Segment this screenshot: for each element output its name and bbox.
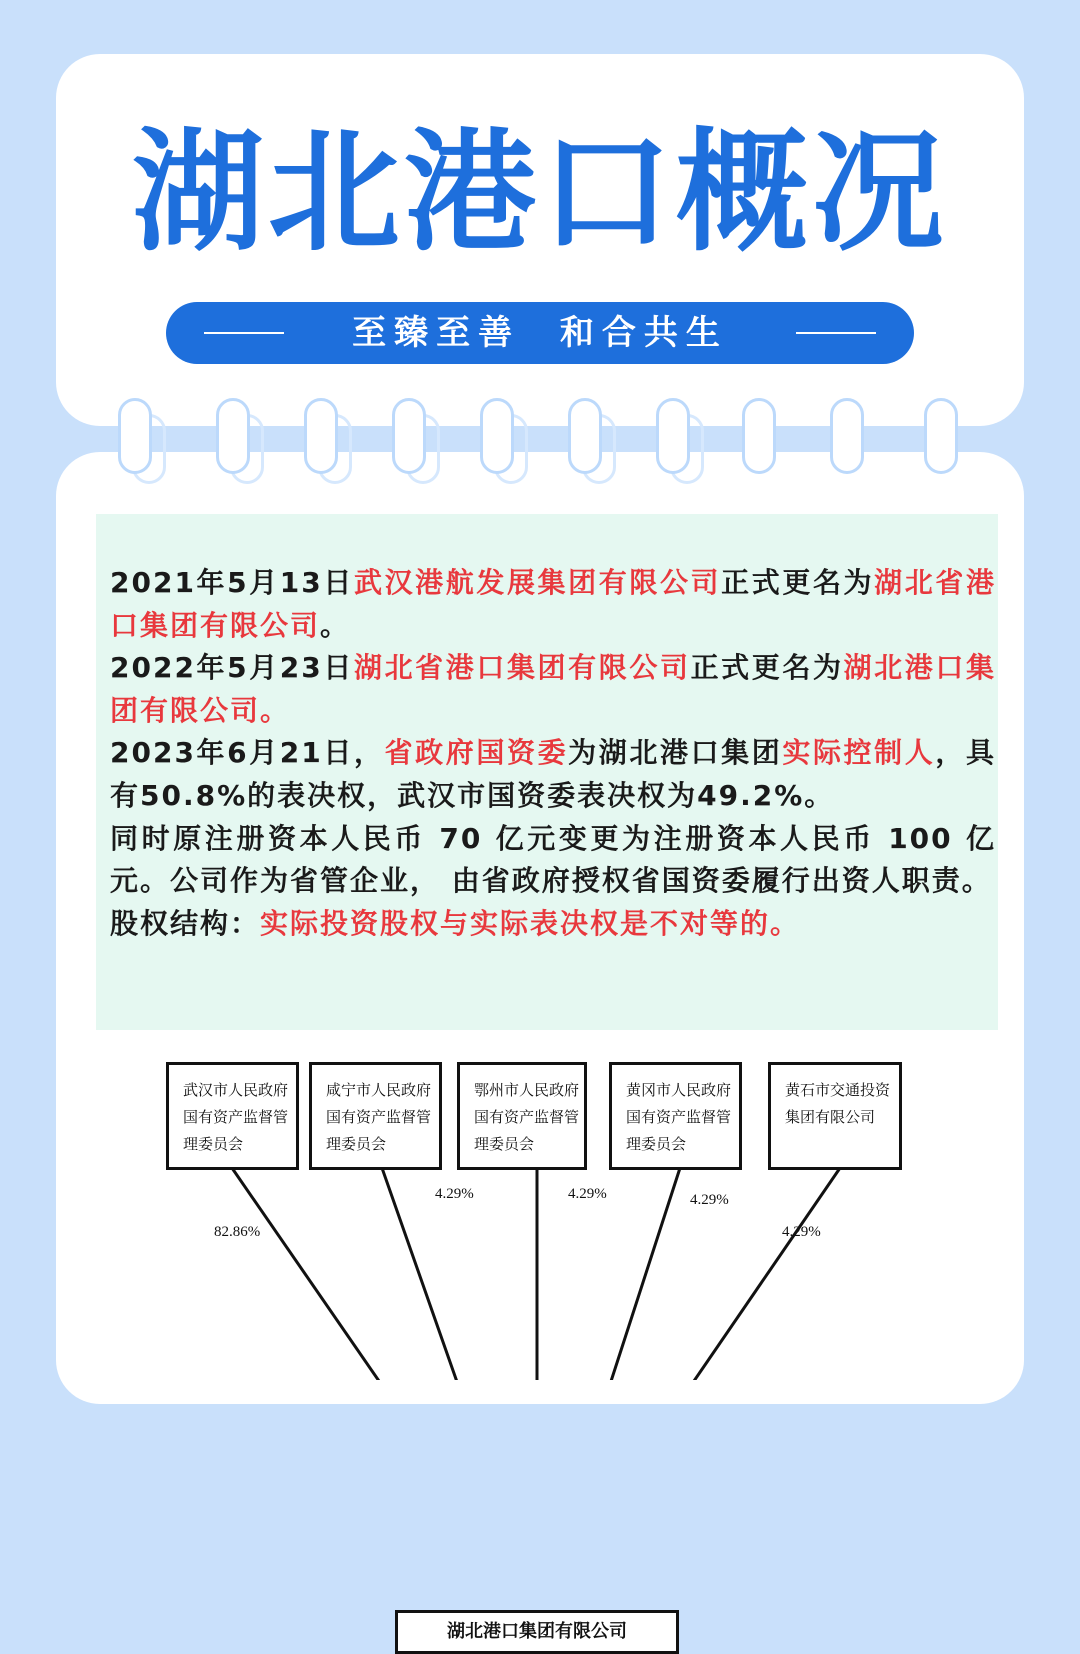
text: 为湖北港口集团 — [568, 736, 783, 770]
binder-ring — [392, 398, 426, 474]
binder-ring — [656, 398, 690, 474]
binder-ring — [830, 398, 864, 474]
paragraph-capital: 同时原注册资本人民币 70 亿元变更为注册资本人民币 100 亿元。公司作为省管企业， 由省政府授权省国资委履行出资人职责。 — [110, 821, 996, 898]
paragraph-2021 — [110, 562, 996, 647]
paragraph-2023 — [110, 732, 996, 817]
binder-ring — [216, 398, 250, 474]
binder-ring — [118, 398, 152, 474]
slogan-text: 至臻至善 和合共生 — [352, 313, 728, 353]
binder-ring — [568, 398, 602, 474]
connector-line — [232, 1168, 537, 1380]
shareholder-box: 咸宁市人民政府 国有资产监督管 理委员会 — [309, 1062, 442, 1170]
date-2021: 2021年5月13日 — [110, 566, 354, 599]
binder-ring — [924, 398, 958, 474]
new-company-name: 湖北港口集团有限公司。 — [110, 651, 996, 727]
new-company-name: 湖北省港口集团有限公司 — [110, 566, 996, 642]
date-2022: 2022年5月23日 — [110, 651, 354, 685]
company-box: 湖北港口集团有限公司 — [395, 1610, 679, 1654]
old-company-name: 武汉港航发展集团有限公司 — [353, 566, 722, 599]
shareholder-box: 黄石市交通投资 集团有限公司 — [768, 1062, 902, 1170]
old-company-name: 湖北省港口集团有限公司 — [353, 651, 691, 685]
share-label: 4.29% — [690, 1192, 729, 1208]
equity-label: 股权结构： — [110, 906, 261, 940]
actual-controller: 实际控制人 — [782, 736, 936, 770]
equity-note: 实际投资股权与实际表决权是不对等的。 — [260, 906, 801, 940]
slogan-banner — [166, 302, 914, 364]
share-label: 82.86% — [214, 1224, 261, 1240]
shareholder-box: 武汉市人民政府 国有资产监督管 理委员会 — [166, 1062, 299, 1170]
date-2023: 2023年6月21日， — [110, 736, 385, 770]
share-label: 4.29% — [782, 1224, 821, 1240]
paragraph-2022 — [110, 647, 996, 732]
rename-text: 正式更名为 — [721, 566, 875, 599]
binder-ring — [304, 398, 338, 474]
binder-ring — [742, 398, 776, 474]
period: 。 — [320, 608, 351, 642]
rename-text: 正式更名为 — [690, 651, 844, 685]
shareholder-box: 黄冈市人民政府 国有资产监督管 理委员会 — [609, 1062, 742, 1170]
binder-ring — [480, 398, 514, 474]
content-text — [110, 562, 996, 945]
connector-line — [537, 1168, 680, 1380]
shareholder-box: 鄂州市人民政府 国有资产监督管 理委员会 — [457, 1062, 587, 1170]
voting-rights-text: ，具有50.8%的表决权，武汉市国资委表决权为49.2%。 — [110, 736, 996, 812]
page-title: 湖北港口概况 — [132, 116, 948, 270]
share-label: 4.29% — [568, 1186, 607, 1202]
share-label: 4.29% — [435, 1186, 474, 1202]
divider-line-right — [796, 332, 876, 334]
paragraph-equity — [110, 903, 996, 946]
provincial-sasac: 省政府国资委 — [384, 736, 569, 770]
